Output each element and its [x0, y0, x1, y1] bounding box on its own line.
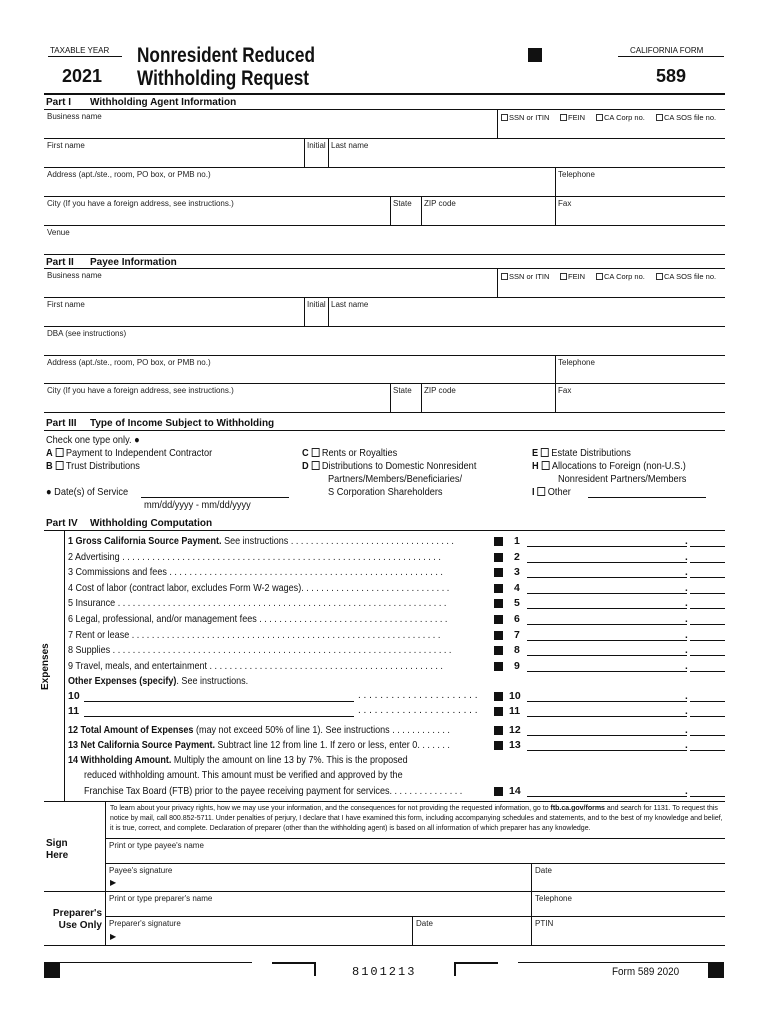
line2-marker-square: [494, 553, 503, 562]
p2-last-name-field[interactable]: [328, 298, 725, 326]
footer-bracket-right: [454, 962, 498, 976]
line13-box-number: 13: [509, 739, 521, 751]
tax-year: 2021: [62, 66, 103, 86]
checkbox-icon: [596, 114, 603, 121]
footer-rule-right: [518, 962, 708, 963]
p2-last-name-label: Last name: [331, 300, 369, 309]
line14-box-number: 14: [509, 785, 521, 797]
expenses-side-label: Expenses: [40, 643, 51, 690]
p2-telephone-field[interactable]: [555, 356, 725, 383]
line12-box-number: 12: [509, 724, 521, 736]
p2-id-ssn[interactable]: SSN or ITIN: [501, 272, 549, 281]
p1-address-label: Address (apt./ste., room, PO box, or PMB no.): [47, 170, 211, 179]
footer-scan-marker-left: [44, 962, 60, 978]
line6-box-number: 6: [514, 613, 520, 625]
line7-marker-square: [494, 631, 503, 640]
decimal-point: .: [685, 706, 688, 717]
p1-business-name-label: Business name: [47, 112, 102, 121]
line12-text: 12 Total Amount of Expenses (may not exceed 50% of line 1). See instructions . . . . . . . . . . . .: [68, 724, 450, 736]
line12-cents-field[interactable]: [690, 724, 725, 736]
taxable-year-underline: [48, 56, 122, 57]
arrow-icon: ▶: [110, 932, 117, 941]
line5-amount-field[interactable]: [527, 597, 687, 609]
p2-state-label: State: [393, 386, 412, 395]
p2-zip-field[interactable]: [421, 384, 555, 412]
line8-text: 8 Supplies . . . . . . . . . . . . . . . . . . . . . . . . . . . . . . . . . . . . . . . . . . . . . . . . . . . . . . . . . . . . . . . . . . . .: [68, 644, 452, 657]
form-number: 589: [656, 66, 687, 86]
decimal-point: .: [685, 786, 688, 797]
p1-zip-label: ZIP code: [424, 199, 456, 208]
dates-format-hint: mm/dd/yyyy - mm/dd/yyyy: [144, 499, 251, 511]
form-label-underline: [618, 56, 724, 57]
line12-marker-square: [494, 726, 503, 735]
p1-telephone-field[interactable]: [555, 168, 725, 196]
income-type-e[interactable]: E Estate Distributions: [532, 447, 631, 459]
line14-marker-square: [494, 787, 503, 796]
p1-initial-field[interactable]: [304, 139, 328, 167]
footer-rule-left: [60, 962, 252, 963]
line13-cents-field[interactable]: [690, 739, 725, 751]
preparer-date-label: Date: [416, 919, 433, 928]
p2-dba-field[interactable]: [44, 327, 725, 356]
line8-box-number: 8: [514, 644, 520, 657]
p1-state-field[interactable]: [390, 197, 421, 225]
p1-id-ssn[interactable]: SSN or ITIN: [501, 113, 549, 122]
scan-marker: [528, 48, 542, 62]
line11-box-number: 11: [509, 705, 521, 717]
p1-zip-field[interactable]: [421, 197, 555, 225]
income-type-other-field[interactable]: [588, 497, 706, 498]
p1-first-name-label: First name: [47, 141, 85, 150]
bullet-icon: ●: [134, 434, 140, 446]
line1-amount-field[interactable]: [527, 535, 687, 547]
preparer-signature-label: Preparer's signature: [109, 919, 181, 928]
sign-here-label: Sign Here: [46, 838, 69, 861]
line11-leader: . . . . . . . . . . . . . . . . . . . . . .: [358, 705, 478, 716]
line12-amount-field[interactable]: [527, 724, 687, 736]
line11-amount-field[interactable]: [527, 705, 687, 717]
line9-box-number: 9: [514, 659, 520, 672]
line7-cents-field[interactable]: [690, 629, 725, 641]
p1-id-divider: [497, 110, 498, 139]
signature-section-rule: [44, 801, 725, 802]
preparer-name-label: Print or type preparer's name: [109, 894, 213, 903]
line14-text-b: reduced withholding amount. This amount must be verified and approved by the: [84, 769, 403, 781]
line3-box-number: 3: [514, 566, 520, 579]
part4-title: Withholding Computation: [90, 518, 213, 529]
line7-box-number: 7: [514, 628, 520, 641]
p2-city-field[interactable]: [44, 384, 390, 412]
p1-venue-field[interactable]: [44, 226, 725, 255]
line13-amount-field[interactable]: [527, 739, 687, 751]
payee-signature-field[interactable]: [106, 864, 531, 891]
line10-leader: . . . . . . . . . . . . . . . . . . . . . .: [358, 690, 478, 701]
income-type-d-line2: Partners/Members/Beneficiaries/: [328, 473, 463, 485]
p2-state-field[interactable]: [390, 384, 421, 412]
ptin-field[interactable]: [532, 917, 725, 945]
form-footer-id: Form 589 2020: [612, 966, 680, 978]
part3-heading: [46, 418, 274, 429]
form-title-line2: Withholding Request: [137, 67, 310, 90]
decimal-point: .: [685, 740, 688, 751]
p1-initial-label: Initial: [307, 141, 326, 150]
p2-id-fein[interactable]: FEIN: [560, 272, 585, 281]
p2-business-name-label: Business name: [47, 271, 102, 280]
line9-marker-square: [494, 662, 503, 671]
line14-text-a: 14 Withholding Amount. Multiply the amount on line 13 by 7%. This is the proposed: [68, 754, 408, 766]
line5-text: 5 Insurance . . . . . . . . . . . . . . . . . . . . . . . . . . . . . . . . . . . . . . . . . . . . . . . . . . . . . . . . . . . . . . . . . .: [68, 597, 447, 610]
preparers-use-only-label: Preparer's Use Only: [52, 908, 102, 931]
line7-text: 7 Rent or lease . . . . . . . . . . . . . . . . . . . . . . . . . . . . . . . . . . . . . . . . . . . . . . . . . . . . . . . . . . . . . .: [68, 628, 441, 641]
preparer-name-field[interactable]: [106, 892, 531, 916]
income-type-b[interactable]: B Trust Distributions: [46, 460, 140, 472]
p2-first-name-label: First name: [47, 300, 85, 309]
line13-marker-square: [494, 741, 503, 750]
p2-address-field[interactable]: [44, 356, 555, 383]
income-type-d[interactable]: D Distributions to Domestic Nonresident: [302, 460, 477, 472]
preparer-telephone-label: Telephone: [535, 894, 572, 903]
bullet-icon: ●: [46, 486, 52, 498]
line3-amount-field[interactable]: [527, 566, 687, 578]
form-title-line1: Nonresident Reduced: [137, 44, 315, 67]
line6-cents-field[interactable]: [690, 613, 725, 625]
checkbox-icon: [55, 461, 63, 470]
line10-cents-field[interactable]: [690, 690, 725, 702]
p2-id-ca-corp[interactable]: CA Corp no.: [596, 272, 645, 281]
checkbox-icon: [596, 273, 603, 280]
p2-zip-label: ZIP code: [424, 386, 456, 395]
p2-id-ca-sos[interactable]: CA SOS file no.: [656, 272, 716, 281]
line14-amount-field[interactable]: [527, 785, 687, 797]
line11-cents-field[interactable]: [690, 705, 725, 717]
line3-text: 3 Commissions and fees . . . . . . . . . . . . . . . . . . . . . . . . . . . . . . . . . . . . . . . . . . . . . . . . . . . . . . .: [68, 566, 443, 579]
p1-id-fein[interactable]: FEIN: [560, 113, 585, 122]
decimal-point: .: [685, 645, 688, 657]
sign-bottom-rule: [44, 945, 725, 946]
p1-id-ca-corp[interactable]: CA Corp no.: [596, 113, 645, 122]
decimal-point: .: [685, 660, 688, 672]
p2-telephone-label: Telephone: [558, 358, 595, 367]
line8-cents-field[interactable]: [690, 644, 725, 656]
checkbox-icon: [560, 273, 567, 280]
footer-scan-marker-right: [708, 962, 724, 978]
line11-marker-square: [494, 707, 503, 716]
line1-box-number: 1: [514, 535, 520, 547]
decimal-point: .: [685, 614, 688, 625]
checkbox-icon: [656, 273, 663, 280]
line9-amount-field[interactable]: [527, 660, 687, 672]
line9-cents-field[interactable]: [690, 660, 725, 672]
line8-amount-field[interactable]: [527, 644, 687, 656]
checkbox-icon: [537, 487, 545, 496]
checkbox-icon: [541, 461, 549, 470]
decimal-point: .: [685, 725, 688, 736]
income-type-a[interactable]: A Payment to Independent Contractor: [46, 447, 213, 459]
line11-description-field[interactable]: [84, 716, 354, 717]
line4-cents-field[interactable]: [690, 582, 725, 594]
line2-box-number: 2: [514, 550, 520, 563]
income-type-c[interactable]: C Rents or Royalties: [302, 447, 398, 459]
p1-city-field[interactable]: [44, 197, 390, 225]
line10-box-number: 10: [509, 690, 521, 702]
p2-first-name-field[interactable]: [44, 298, 304, 326]
decimal-point: .: [685, 567, 688, 579]
line4-amount-field[interactable]: [527, 582, 687, 594]
line2-text: 2 Advertising . . . . . . . . . . . . . . . . . . . . . . . . . . . . . . . . . . . . . . . . . . . . . . . . . . . . . . . . . . . . . . . .: [68, 550, 441, 563]
checkbox-icon: [541, 448, 549, 457]
checkbox-icon: [55, 448, 63, 457]
preparer-signature-field[interactable]: [106, 917, 412, 945]
line10-marker-square: [494, 692, 503, 701]
p1-last-name-label: Last name: [331, 141, 369, 150]
other-expenses-heading: Other Expenses (specify). See instructions.: [68, 675, 249, 687]
p1-last-name-field[interactable]: [328, 139, 725, 167]
payee-date-label: Date: [535, 866, 552, 875]
income-type-d-line3: S Corporation Shareholders: [328, 486, 443, 498]
line1-text: 1 Gross California Source Payment. See instructions . . . . . . . . . . . . . . . . . . . . . . . . . . . . . . . . .: [68, 535, 454, 547]
line5-cents-field[interactable]: [690, 597, 725, 609]
line9-text: 9 Travel, meals, and entertainment . . . . . . . . . . . . . . . . . . . . . . . . . . . . . . . . . . . . . . . . . . . . . . .: [68, 659, 443, 672]
payee-signature-label: Payee's signature: [109, 866, 173, 875]
arrow-icon: ▶: [110, 878, 117, 887]
part1-form: [44, 109, 725, 254]
line10-amount-field[interactable]: [527, 690, 687, 702]
line4-box-number: 4: [514, 581, 520, 594]
payee-name-label: Print or type payee's name: [109, 841, 204, 850]
line1-cents-field[interactable]: [690, 535, 725, 547]
decimal-point: .: [685, 629, 688, 641]
part4-rule: [44, 530, 725, 531]
part3-number: Part III: [46, 418, 77, 429]
p1-id-ca-sos[interactable]: CA SOS file no.: [656, 113, 716, 122]
dates-of-service-label: ● Date(s) of Service: [46, 486, 129, 498]
part1-number: Part I: [46, 97, 72, 108]
decimal-point: .: [685, 598, 688, 610]
ptin-label: PTIN: [535, 919, 554, 928]
line11-number: 11: [68, 705, 80, 717]
checkbox-icon: [501, 114, 508, 121]
p2-fax-label: Fax: [558, 386, 572, 395]
p2-initial-field[interactable]: [304, 298, 328, 326]
line1-marker-square: [494, 537, 503, 546]
p1-address-field[interactable]: [44, 168, 555, 196]
line14-cents-field[interactable]: [690, 785, 725, 797]
line8-marker-square: [494, 646, 503, 655]
line4-marker-square: [494, 584, 503, 593]
checkbox-icon: [656, 114, 663, 121]
p2-id-divider: [497, 269, 498, 298]
p1-fax-label: Fax: [558, 199, 572, 208]
income-type-h[interactable]: H Allocations to Foreign (non-U.S.): [532, 460, 686, 472]
decimal-point: .: [685, 691, 688, 702]
income-type-i[interactable]: I Other: [532, 486, 571, 498]
line7-amount-field[interactable]: [527, 629, 687, 641]
decimal-point: .: [685, 536, 688, 547]
line6-amount-field[interactable]: [527, 613, 687, 625]
barcode-number: 8101213: [352, 965, 417, 979]
income-type-h-line2: Nonresident Partners/Members: [558, 473, 687, 485]
line2-cents-field[interactable]: [690, 551, 725, 563]
line2-amount-field[interactable]: [527, 551, 687, 563]
part2-title: Payee Information: [90, 257, 177, 268]
p2-city-label: City (If you have a foreign address, see instructions.): [47, 386, 234, 395]
california-form-label: CALIFORNIA FORM: [630, 46, 704, 55]
dates-of-service-field[interactable]: [141, 497, 289, 498]
preparer-telephone-field[interactable]: [532, 892, 725, 916]
part3-title: Type of Income Subject to Withholding: [90, 418, 275, 429]
p2-initial-label: Initial: [307, 300, 326, 309]
part4-heading: [46, 518, 212, 529]
preparer-date-field[interactable]: [413, 917, 531, 945]
checkbox-icon: [560, 114, 567, 121]
checkbox-icon: [501, 273, 508, 280]
p1-city-label: City (If you have a foreign address, see instructions.): [47, 199, 234, 208]
payee-name-field[interactable]: [106, 839, 725, 863]
part4-left-border: [64, 531, 65, 801]
part3-check-one: Check one type only. ●: [46, 434, 140, 446]
payee-date-field[interactable]: [532, 864, 725, 891]
line6-marker-square: [494, 615, 503, 624]
part4-number: Part IV: [46, 518, 78, 529]
p1-venue-label: Venue: [47, 228, 70, 237]
p1-fax-field[interactable]: [555, 197, 725, 225]
perjury-notice: To learn about your privacy rights, how we may use your information, and the consequences for not providing the requested information, go to ftb.ca.gov/forms and search for 1131. To request this notice by mail, call 800.852-5711. Under penalties of perjury, I declare that I have examined this form, including accompanying schedules and statements, and to the best of my knowledge and belief, it is true, correct, and complete. Declaration of preparer (other than the withholding agent) is based on all information of which preparer has any knowledge.: [110, 805, 723, 832]
line4-text: 4 Cost of labor (contract labor, excludes Form W-2 wages). . . . . . . . . . . . . . . . . . . . . . . . . . . . . .: [68, 581, 450, 594]
line13-text: 13 Net California Source Payment. Subtract line 12 from line 1. If zero or less, enter 0. . . . . . .: [68, 739, 450, 751]
line3-cents-field[interactable]: [690, 566, 725, 578]
checkbox-icon: [311, 461, 319, 470]
part2-form: [44, 268, 725, 412]
line3-marker-square: [494, 568, 503, 577]
line5-box-number: 5: [514, 597, 520, 610]
header-rule: [44, 93, 725, 95]
line6-text: 6 Legal, professional, and/or management fees . . . . . . . . . . . . . . . . . . . . . . . . . . . . . . . . . . . . . .: [68, 613, 448, 625]
checkbox-icon: [311, 448, 319, 457]
p2-address-label: Address (apt./ste., room, PO box, or PMB no.): [47, 358, 211, 367]
p1-first-name-field[interactable]: [44, 139, 304, 167]
line10-description-field[interactable]: [84, 701, 354, 702]
part2-heading: [46, 257, 177, 268]
taxable-year-label: TAXABLE YEAR: [50, 46, 110, 55]
p1-telephone-label: Telephone: [558, 170, 595, 179]
decimal-point: .: [685, 582, 688, 594]
decimal-point: .: [685, 551, 688, 563]
line14-text-c: Franchise Tax Board (FTB) prior to the payee receiving payment for services. . . . . . . . . . . . . . .: [84, 785, 463, 797]
line10-number: 10: [68, 690, 80, 702]
p2-dba-label: DBA (see instructions): [47, 329, 127, 338]
part2-number: Part II: [46, 257, 74, 268]
line5-marker-square: [494, 599, 503, 608]
part1-title: Withholding Agent Information: [90, 97, 237, 108]
footer-bracket-left: [272, 962, 316, 976]
part1-heading: [46, 97, 236, 108]
part3-rule: [44, 430, 725, 431]
p2-fax-field[interactable]: [555, 384, 725, 412]
p1-state-label: State: [393, 199, 412, 208]
